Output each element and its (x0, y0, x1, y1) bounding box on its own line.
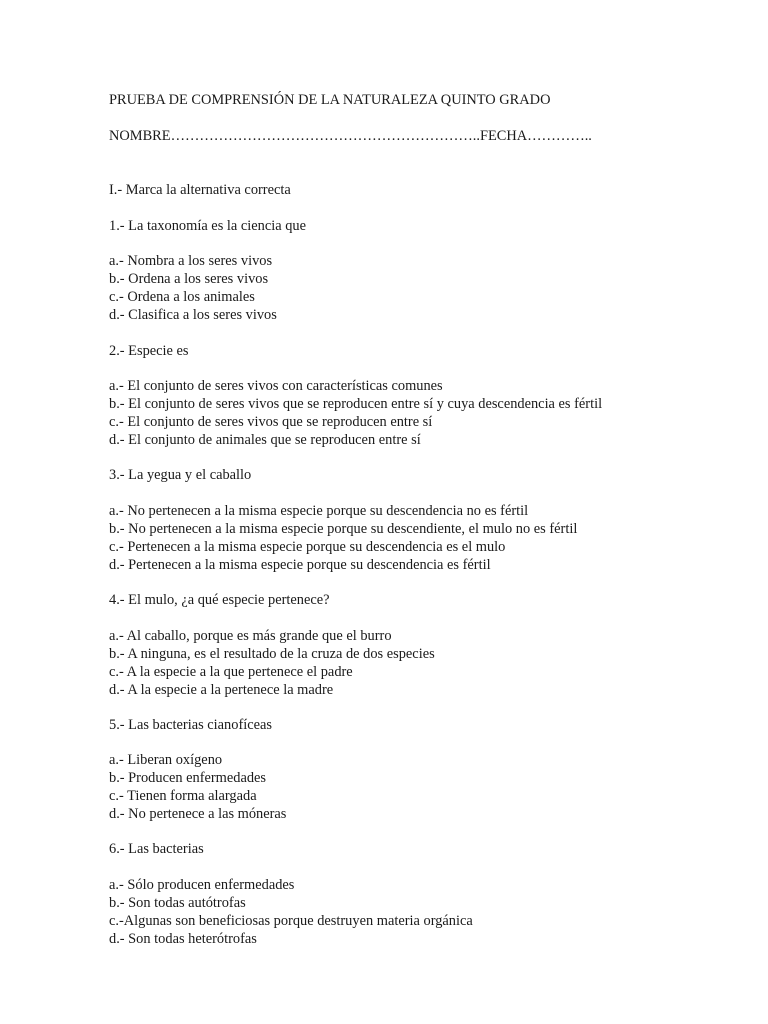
question-4-option-a: a.- Al caballo, porque es más grande que el burro (109, 628, 392, 644)
question-2-prompt: 2.- Especie es (109, 343, 189, 359)
question-5-option-c: c.- Tienen forma alargada (109, 788, 257, 804)
question-3-option-b: b.- No pertenecen a la misma especie porque su descendiente, el mulo no es fértil (109, 521, 578, 537)
question-1-option-c: c.- Ordena a los animales (109, 289, 255, 305)
question-4-option-b: b.- A ninguna, es el resultado de la cruza de dos especies (109, 646, 435, 662)
question-2-option-c: c.- El conjunto de seres vivos que se reproducen entre sí (109, 414, 433, 430)
question-3-option-d: d.- Pertenecen a la misma especie porque su descendencia es fértil (109, 557, 491, 573)
question-5-option-b: b.- Producen enfermedades (109, 770, 267, 786)
question-5-option-a: a.- Liberan oxígeno (109, 752, 223, 768)
question-6-option-c: c.-Algunas son beneficiosas porque destruyen materia orgánica (109, 913, 473, 929)
question-6-option-b: b.- Son todas autótrofas (109, 895, 246, 911)
question-1-option-d: d.- Clasifica a los seres vivos (109, 307, 277, 323)
question-2-option-b: b.- El conjunto de seres vivos que se reproducen entre sí y cuya descendencia es fértil (109, 396, 603, 412)
question-4-option-d: d.- A la especie a la pertenece la madre (109, 682, 334, 698)
question-6-option-a: a.- Sólo producen enfermedades (109, 877, 295, 893)
question-1-option-a: a.- Nombra a los seres vivos (109, 253, 273, 269)
question-1-prompt: 1.- La taxonomía es la ciencia que (109, 218, 306, 234)
question-3-prompt: 3.- La yegua y el caballo (109, 467, 252, 483)
question-5-prompt: 5.- Las bacterias cianofíceas (109, 717, 273, 733)
question-2-option-d: d.- El conjunto de animales que se reproducen entre sí (109, 432, 421, 448)
question-4-option-c: c.- A la especie a la que pertenece el padre (109, 664, 353, 680)
question-6-prompt: 6.- Las bacterias (109, 841, 204, 857)
question-6-option-d: d.- Son todas heterótrofas (109, 931, 257, 947)
section-instruction: I.- Marca la alternativa correcta (109, 182, 291, 198)
document-title: PRUEBA DE COMPRENSIÓN DE LA NATURALEZA QUINTO GRADO (109, 92, 551, 108)
question-2-option-a: a.- El conjunto de seres vivos con características comunes (109, 378, 443, 394)
question-1-option-b: b.- Ordena a los seres vivos (109, 271, 269, 287)
question-3-option-c: c.- Pertenecen a la misma especie porque su descendencia es el mulo (109, 539, 506, 555)
question-5-option-d: d.- No pertenece a las móneras (109, 806, 287, 822)
question-4-prompt: 4.- El mulo, ¿a qué especie pertenece? (109, 592, 330, 608)
name-date-line: NOMBRE………………………………………………………..FECHA………….. (109, 128, 592, 144)
question-3-option-a: a.- No pertenecen a la misma especie porque su descendencia no es fértil (109, 503, 529, 519)
